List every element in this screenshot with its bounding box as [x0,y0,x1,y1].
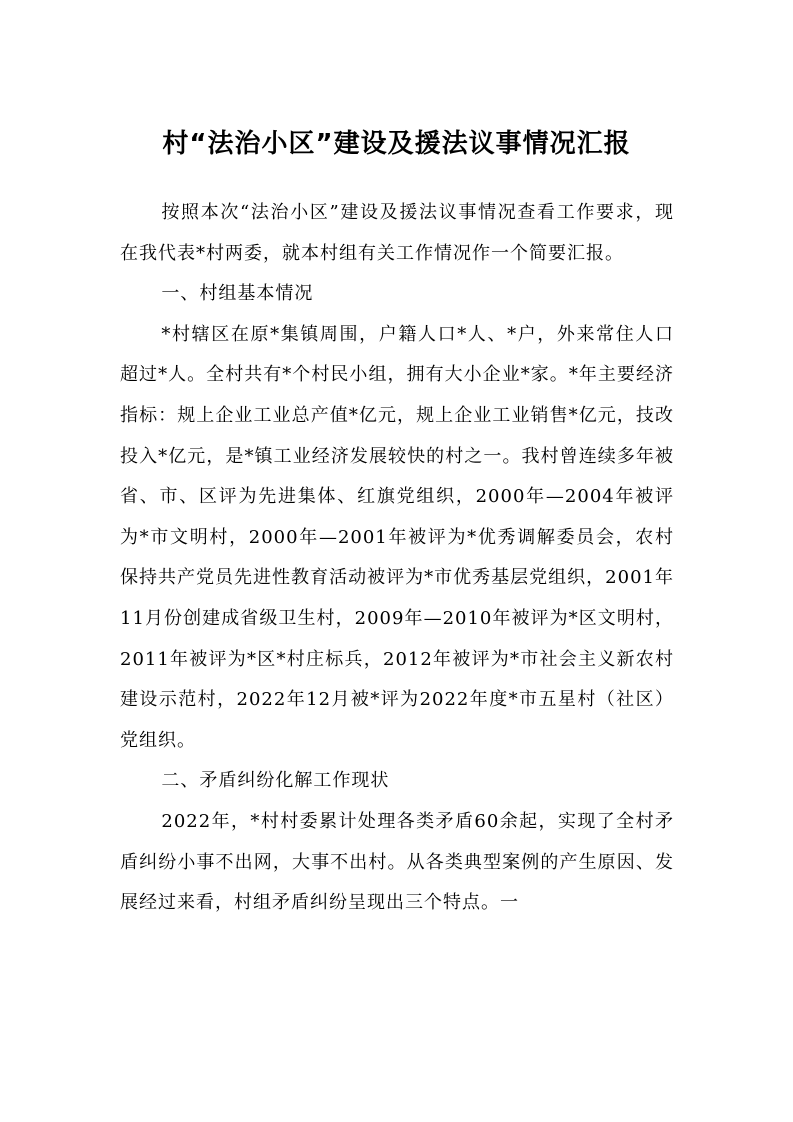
document-body [120,193,674,924]
intro-paragraph: 按照本次“法治小区”建设及援法议事情况查看工作要求，现在我代表*村两委，就本村组有关工作情况作一个简要汇报。 [120,202,674,264]
basic-info-paragraph: *村辖区在原*集镇周围，户籍人口*人、*户，外来常住人口超过*人。全村共有*个村民小组，拥有大小企业*家。*年主要经济指标：规上企业工业总产值*亿元，规上企业工业销售*亿元，技改投入*亿元，是*镇工业经济发展较快的村之一。我村曾连续多年被省、市、区评为先进集体、红旗党组织，2000年—2004年被评为*市文明村，2000年—2001年被评为*优秀调解委员会，农村保持共产党员先进性教育活动被评为*市优秀基层党组织，2001年11月份创建成省级卫生村，2009年—2010年被评为*区文明村，2011年被评为*区*村庄标兵，2012年被评为*市社会主义新农村建设示范村，2022年12月被*评为2022年度*市五星村（社区）党组织。 [120,323,674,751]
document-title: 村“法治小区”建设及援法议事情况汇报 [162,129,631,159]
section-heading-1: 一、村组基本情况 [161,283,314,305]
section-heading-2: 二、矛盾纠纷化解工作现状 [161,770,390,792]
dispute-status-paragraph: 2022年，*村村委累计处理各类矛盾60余起，实现了全村矛盾纠纷小事不出网，大事不出村。从各类典型案例的产生原因、发展经过来看，村组矛盾纠纷呈现出三个特点。一 [120,810,674,914]
